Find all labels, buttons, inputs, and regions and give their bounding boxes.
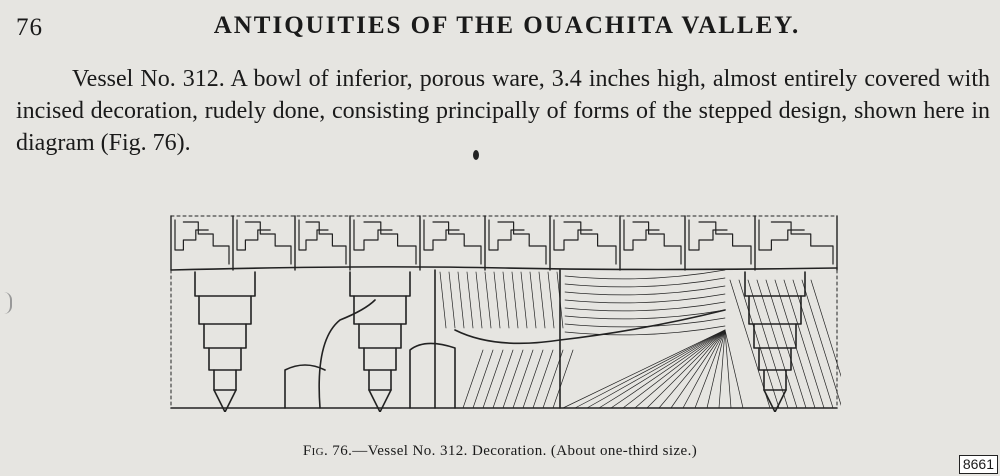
page-number: 76 [16, 14, 43, 41]
margin-mark [4, 292, 12, 314]
ink-blot [473, 150, 479, 160]
decoration-diagram [165, 210, 841, 412]
caption-text: —Vessel No. 312. Decoration. (About one-third size.) [352, 443, 698, 459]
body-paragraph-block [16, 63, 990, 159]
running-head: ANTIQUITIES OF THE OUACHITA VALLEY. [213, 12, 801, 39]
figure-label: Fig. 76. [302, 443, 353, 459]
body-paragraph: Vessel No. 312. A bowl of inferior, porous ware, 3.4 inches high, almost entirely covered with incised decoration, rudely done, consisting principally of forms of the stepped design, shown here in diagram (Fig. 76). [16, 66, 990, 156]
archive-number: 8661 [959, 455, 998, 474]
figure-caption [0, 443, 1000, 460]
